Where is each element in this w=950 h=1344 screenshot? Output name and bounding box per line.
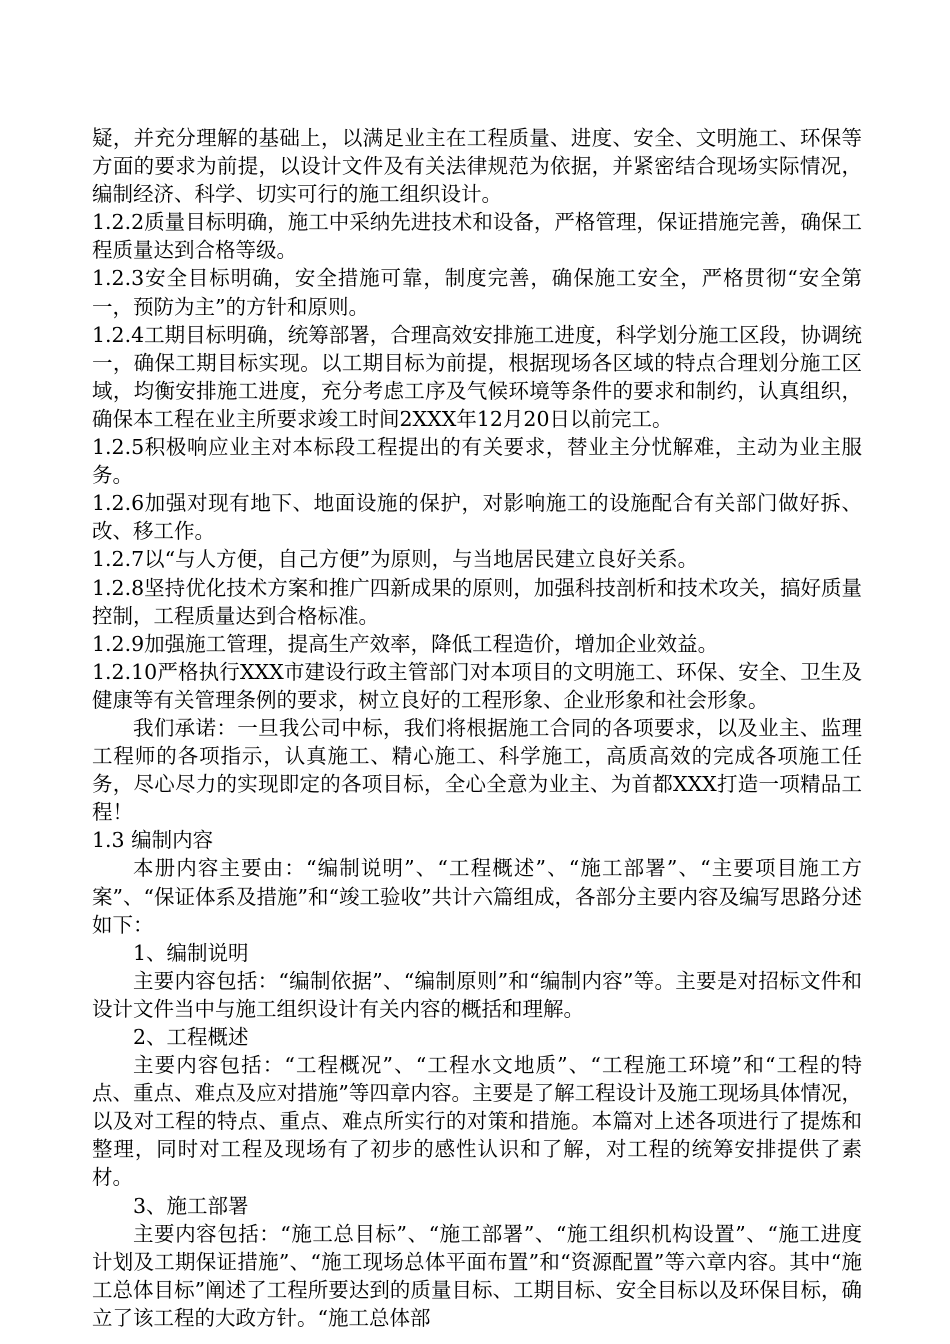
paragraph: 1.2.4工期目标明确，统筹部署，合理高效安排施工进度，科学划分施工区段，协调统一，确保工期目标实现。以工期目标为前提，根据现场各区域的特点合理划分施工区域，均衡安排施工进度，充分考虑工序及气候环境等条件的要求和制约，认真组织，确保本工程在业主所要求竣工时间2XXX年12月20日以前完工。 [92,322,862,431]
paragraph: 1.3 编制内容 [92,828,214,853]
paragraph: 1.2.6加强对现有地下、地面设施的保护，对影响施工的设施配合有关部门做好拆、改、移工作。 [92,491,862,544]
paragraph: 1.2.8坚持优化技术方案和推广四新成果的原则，加强科技剖析和技术攻关，搞好质量控制，工程质量达到合格标准。 [92,575,862,628]
paragraph: 我们承诺：一旦我公司中标，我们将根据施工合同的各项要求，以及业主、监理工程师的各项指示，认真施工、精心施工、科学施工，高质高效的完成各项施工任务，尽心尽力的实现即定的各项目标，全心全意为业主、为首都XXX打造一项精品工程！ [92,715,862,825]
paragraph: 主要内容包括：“编制依据”、“编制原则”和“编制内容”等。主要是对招标文件和设计文件当中与施工组织设计有关内容的概括和理解。 [92,968,862,1021]
paragraph: 1.2.5积极响应业主对本标段工程提出的有关要求，替业主分忧解难，主动为业主服务。 [92,435,862,488]
paragraph: 疑，并充分理解的基础上，以满足业主在工程质量、进度、安全、文明施工、环保等方面的要求为前提，以设计文件及有关法律规范为依据，并紧密结合现场实际情况，编制经济、科学、切实可行的施工组织设计。 [92,126,862,207]
paragraph: 1.2.10严格执行XXX市建设行政主管部门对本项目的文明施工、环保、安全、卫生及健康等有关管理条例的要求，树立良好的工程形象、企业形象和社会形象。 [92,659,862,712]
document-body [92,124,862,1332]
paragraph: 3、施工部署 [133,1193,249,1218]
paragraph: 主要内容包括：“工程概况”、“工程水文地质”、“工程施工环境”和“工程的特点、重点、难点及应对措施”等四章内容。主要是了解工程设计及施工现场具体情况，以及对工程的特点、重点、难点所实行的对策和措施。本篇对上述各项进行了提炼和整理，同时对工程及现场有了初步的感性认识和了解，对工程的统筹安排提供了素材。 [92,1053,862,1190]
paragraph: 1.2.3安全目标明确，安全措施可靠，制度完善，确保施工安全，严格贯彻“安全第一，预防为主”的方针和原则。 [92,266,862,319]
paragraph: 2、工程概述 [133,1025,249,1049]
paragraph: 1.2.2质量目标明确，施工中采纳先进技术和设备，严格管理，保证措施完善，确保工程质量达到合格等级。 [92,210,862,263]
paragraph: 1.2.9加强施工管理，提高生产效率，降低工程造价，增加企业效益。 [92,631,719,656]
paragraph: 本册内容主要由：“编制说明”、“工程概述”、“施工部署”、“主要项目施工方案”、“保证体系及措施”和“竣工验收”共计六篇组成，各部分主要内容及编写思路分述如下： [92,856,862,937]
paragraph: 1、编制说明 [133,940,249,965]
paragraph: 主要内容包括：“施工总目标”、“施工部署”、“施工组织机构设置”、“施工进度计划及工期保证措施”、“施工现场总体平面布置”和“资源配置”等六章内容。其中“施工总体目标”阐述了工程所要达到的质量目标、工期目标、安全目标以及环保目标，确立了该工程的大政方针。“施工总体部 [92,1221,862,1330]
paragraph: 1.2.7以“与人方便，自己方便”为原则，与当地居民建立良好关系。 [92,547,699,572]
